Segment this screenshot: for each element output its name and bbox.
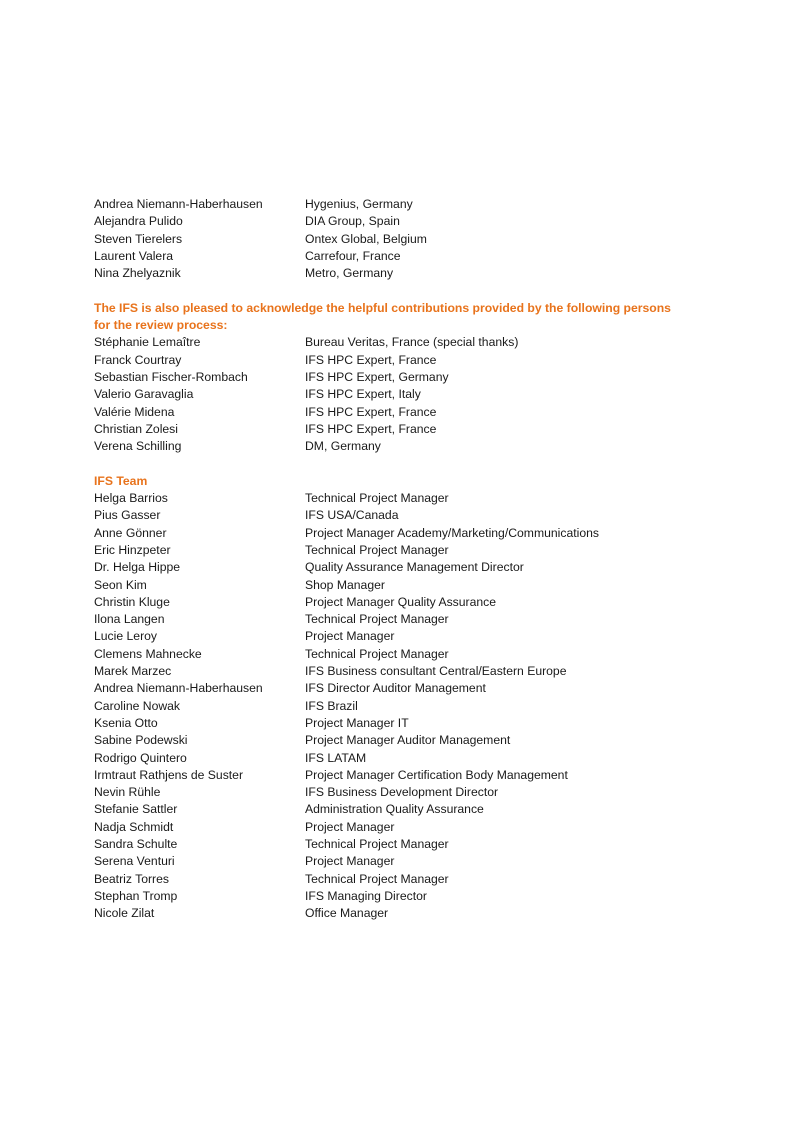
- person-name: Clemens Mahnecke: [94, 646, 202, 661]
- person-role: Project Manager: [305, 819, 395, 834]
- person-role: IFS HPC Expert, France: [305, 352, 437, 367]
- team-list: [94, 490, 734, 922]
- person-row: [94, 836, 734, 853]
- person-name: Beatriz Torres: [94, 871, 169, 886]
- person-name: Sabine Podewski: [94, 733, 188, 748]
- reviewers-list: [94, 196, 734, 282]
- person-row: [94, 404, 734, 421]
- spacer: [94, 455, 734, 472]
- person-name: Valérie Midena: [94, 404, 175, 419]
- contributors-list: [94, 334, 734, 455]
- person-role: Technical Project Manager: [305, 491, 449, 506]
- person-row: [94, 213, 734, 230]
- person-row: [94, 801, 734, 818]
- person-role: Bureau Veritas, France (special thanks): [305, 335, 519, 350]
- person-role: IFS Director Auditor Management: [305, 681, 486, 696]
- person-role: Project Manager Certification Body Management: [305, 767, 568, 782]
- person-row: [94, 663, 734, 680]
- person-name: Valerio Garavaglia: [94, 387, 194, 402]
- person-row: [94, 421, 734, 438]
- person-row: [94, 196, 734, 213]
- person-name: Sebastian Fischer-Rombach: [94, 369, 248, 384]
- person-name: Anne Gönner: [94, 525, 167, 540]
- person-name: Sandra Schulte: [94, 836, 178, 851]
- person-role: Shop Manager: [305, 577, 385, 592]
- person-row: [94, 334, 734, 351]
- person-role: Project Manager Auditor Management: [305, 733, 511, 748]
- person-name: Nevin Rühle: [94, 785, 161, 800]
- person-row: [94, 386, 734, 403]
- person-role: Metro, Germany: [305, 266, 394, 281]
- person-role: Quality Assurance Management Director: [305, 560, 524, 575]
- contributors-heading: [94, 300, 734, 335]
- person-row: [94, 369, 734, 386]
- person-role: IFS HPC Expert, France: [305, 404, 437, 419]
- person-role: IFS Business Development Director: [305, 785, 499, 800]
- person-role: DM, Germany: [305, 439, 381, 454]
- person-name: Ilona Langen: [94, 612, 165, 627]
- person-row: [94, 905, 734, 922]
- person-name: Rodrigo Quintero: [94, 750, 187, 765]
- contributors-heading-line1: The IFS is also pleased to acknowledge the helpful contributions provided by the following persons: [94, 300, 671, 315]
- person-row: [94, 784, 734, 801]
- person-role: Carrefour, France: [305, 248, 401, 263]
- person-name: Marek Marzec: [94, 664, 172, 679]
- person-role: IFS LATAM: [305, 750, 367, 765]
- person-role: Hygenius, Germany: [305, 197, 413, 211]
- person-row: [94, 853, 734, 870]
- person-name: Alejandra Pulido: [94, 214, 183, 229]
- person-role: IFS HPC Expert, France: [305, 421, 437, 436]
- person-row: [94, 871, 734, 888]
- person-row: [94, 888, 734, 905]
- person-role: DIA Group, Spain: [305, 214, 400, 229]
- person-role: IFS Managing Director: [305, 888, 427, 903]
- person-name: Lucie Leroy: [94, 629, 158, 644]
- person-row: [94, 438, 734, 455]
- person-name: Nadja Schmidt: [94, 819, 174, 834]
- person-row: [94, 819, 734, 836]
- person-name: Christin Kluge: [94, 594, 170, 609]
- person-row: [94, 490, 734, 507]
- person-role: Project Manager: [305, 629, 395, 644]
- person-role: IFS Brazil: [305, 698, 358, 713]
- person-role: Technical Project Manager: [305, 612, 449, 627]
- person-row: [94, 767, 734, 784]
- person-row: [94, 646, 734, 663]
- spacer: [94, 282, 734, 299]
- person-name: Pius Gasser: [94, 508, 161, 523]
- person-role: Technical Project Manager: [305, 542, 449, 557]
- person-role: Project Manager Quality Assurance: [305, 594, 497, 609]
- person-role: IFS Business consultant Central/Eastern Europe: [305, 664, 567, 679]
- person-name: Dr. Helga Hippe: [94, 560, 181, 575]
- person-row: [94, 750, 734, 767]
- person-row: [94, 611, 734, 628]
- person-role: Ontex Global, Belgium: [305, 231, 427, 246]
- person-row: [94, 698, 734, 715]
- person-name: Andrea Niemann-Haberhausen: [94, 197, 263, 211]
- person-row: [94, 231, 734, 248]
- person-name: Stéphanie Lemaître: [94, 335, 201, 350]
- person-role: Project Manager Academy/Marketing/Communications: [305, 525, 599, 540]
- person-role: IFS HPC Expert, Germany: [305, 369, 449, 384]
- person-role: Technical Project Manager: [305, 871, 449, 886]
- person-role: IFS HPC Expert, Italy: [305, 387, 421, 402]
- person-row: [94, 628, 734, 645]
- person-row: [94, 680, 734, 697]
- person-role: Office Manager: [305, 906, 389, 921]
- person-row: [94, 542, 734, 559]
- acknowledgements-content: [94, 196, 734, 922]
- person-name: Helga Barrios: [94, 491, 168, 506]
- person-row: [94, 265, 734, 282]
- person-name: Verena Schilling: [94, 439, 182, 454]
- contributors-heading-line2: for the review process:: [94, 318, 228, 333]
- person-name: Irmtraut Rathjens de Suster: [94, 767, 244, 782]
- person-name: Stefanie Sattler: [94, 802, 178, 817]
- person-name: Serena Venturi: [94, 854, 175, 869]
- person-role: Project Manager: [305, 854, 395, 869]
- person-name: Stephan Tromp: [94, 888, 178, 903]
- person-row: [94, 248, 734, 265]
- person-name: Steven Tierelers: [94, 231, 183, 246]
- person-row: [94, 352, 734, 369]
- person-name: Andrea Niemann-Haberhausen: [94, 681, 263, 696]
- person-name: Nina Zhelyaznik: [94, 266, 181, 281]
- person-row: [94, 507, 734, 524]
- person-role: Administration Quality Assurance: [305, 802, 484, 817]
- person-name: Eric Hinzpeter: [94, 542, 171, 557]
- person-name: Caroline Nowak: [94, 698, 181, 713]
- person-row: [94, 559, 734, 576]
- person-name: Laurent Valera: [94, 248, 174, 263]
- person-name: Franck Courtray: [94, 352, 182, 367]
- person-row: [94, 594, 734, 611]
- person-row: [94, 715, 734, 732]
- person-row: [94, 525, 734, 542]
- person-name: Christian Zolesi: [94, 421, 178, 436]
- team-heading: IFS Team: [94, 473, 148, 488]
- person-name: Seon Kim: [94, 577, 147, 592]
- person-name: Nicole Zilat: [94, 906, 155, 921]
- person-role: IFS USA/Canada: [305, 508, 399, 523]
- person-row: [94, 577, 734, 594]
- person-name: Ksenia Otto: [94, 715, 158, 730]
- person-row: [94, 732, 734, 749]
- person-role: Technical Project Manager: [305, 646, 449, 661]
- person-role: Project Manager IT: [305, 715, 409, 730]
- person-role: Technical Project Manager: [305, 836, 449, 851]
